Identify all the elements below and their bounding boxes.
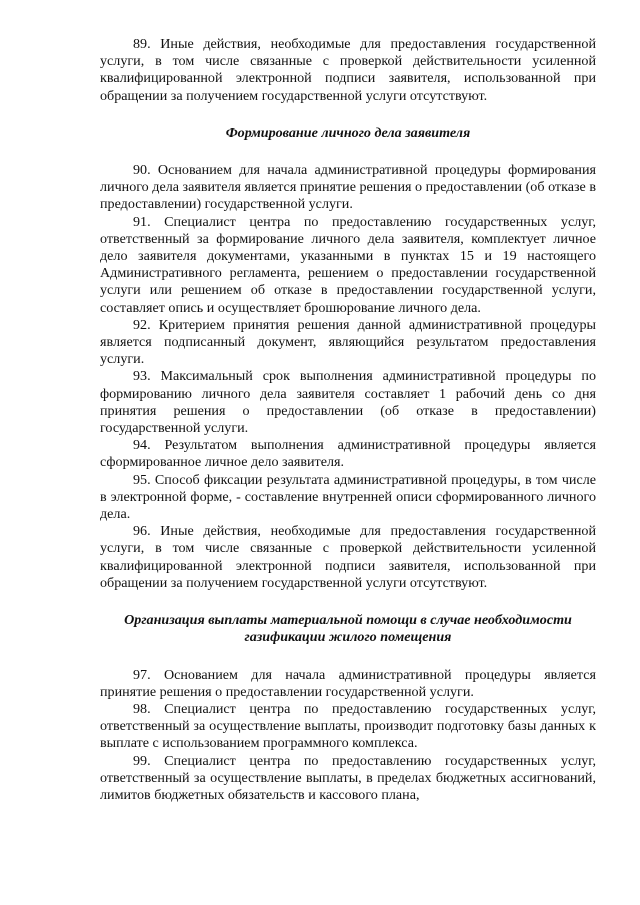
- spacer: [100, 105, 596, 125]
- paragraph-97: 97. Основанием для начала административной процедуры является принятие решения о предоставлении государственной услуги.: [100, 666, 596, 700]
- paragraph-96: 96. Иные действия, необходимые для предоставления государственной услуги, в том числе связанные с проверкой действительности усиленной квалифицированной электронной подписи заявителя, использованной при обращении за получением государственной услуги отсутствуют.: [100, 523, 596, 591]
- section-heading-personal-file: Формирование личного дела заявителя: [225, 124, 471, 141]
- section-heading-payment-line2: газификации жилого помещения: [244, 629, 452, 646]
- paragraph-99: 99. Специалист центра по предоставлению государственных услуг, ответственный за осуществление выплаты, в пределах бюджетных ассигнований, лимитов бюджетных обязательств и кассового плана,: [100, 752, 596, 803]
- paragraph-98: 98. Специалист центра по предоставлению государственных услуг, ответственный за осуществление выплаты, производит подготовку базы данных к выплате с использованием программного комплекса.: [100, 700, 596, 752]
- paragraph-91: 91. Специалист центра по предоставлению государственных услуг, ответственный за формирование личного дела заявителя, комплектует личное дело заявителя документами, указанными в пунктах 15 и 19 настоящего Административного регламента, решением о предоставлении государственной услуги или решением об отказе в предоставлении государственной услуги, составляет опись и осуществляет брошюрование личного дела.: [100, 213, 596, 316]
- paragraph-94: 94. Результатом выполнения административной процедуры является сформированное личное дело заявителя.: [100, 437, 596, 471]
- paragraph-90: 90. Основанием для начала административной процедуры формирования личного дела заявителя является принятие решения о предоставлении (об отказе в предоставлении) государственной услуги.: [100, 162, 596, 213]
- spacer: [100, 142, 596, 162]
- section-heading-payment: [100, 612, 596, 646]
- paragraph-89: 89. Иные действия, необходимые для предоставления государственной услуги, в том числе связанные с проверкой действительности усиленной квалифицированной электронной подписи заявителя, использованной при обращении за получением государственной услуги отсутствуют.: [100, 36, 596, 104]
- paragraph-93: 93. Максимальный срок выполнения административной процедуры по формированию личного дела заявителя составляет 1 рабочий день со дня принятия решения о предоставлении (об отказе в предоставлении) государственной услуги.: [100, 368, 596, 437]
- paragraph-95: 95. Способ фиксации результата административной процедуры, в том числе в электронной форме, - составление внутренней описи сформированного личного дела.: [100, 471, 596, 523]
- paragraph-92: 92. Критерием принятия решения данной административной процедуры является подписанный документ, являющийся результатом предоставления услуги.: [100, 316, 596, 368]
- spacer: [100, 647, 596, 667]
- document-page: [100, 36, 596, 804]
- section-heading-payment-line1: Организация выплаты материальной помощи в случае необходимости: [124, 612, 572, 629]
- spacer: [100, 592, 596, 612]
